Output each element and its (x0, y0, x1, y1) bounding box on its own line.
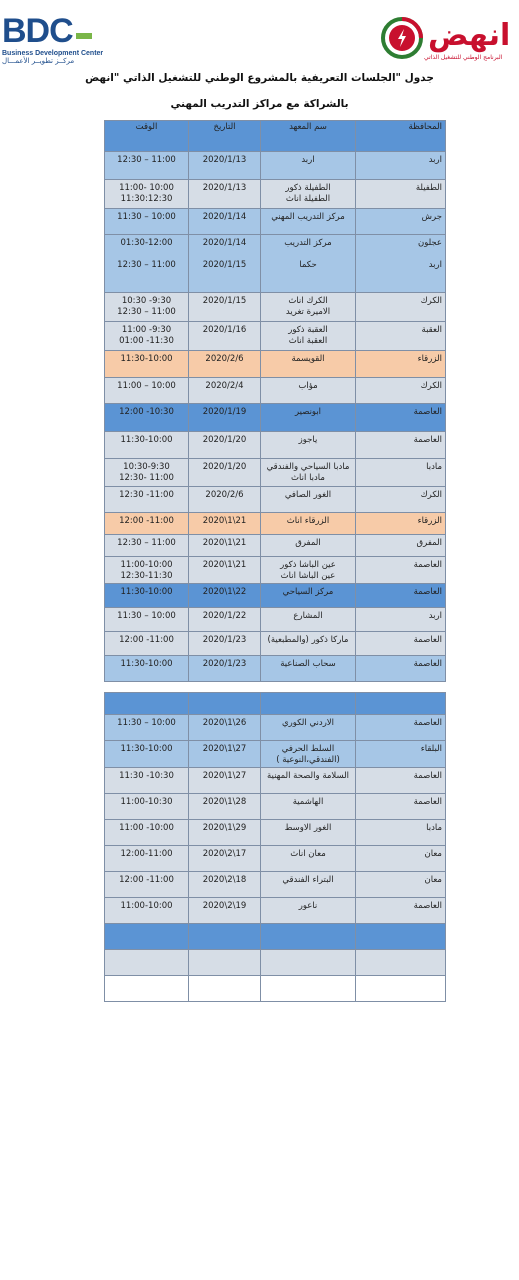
cell-institute (261, 794, 356, 820)
cell-institute (261, 209, 356, 235)
cell-date-value: 2020\2\18 (202, 875, 247, 885)
cell-institute-value: مادبا السياحي والفندقي مادبا اناث (266, 462, 350, 483)
cell-governorate-value (359, 977, 442, 979)
nahid-logo-word: انهض (428, 18, 511, 53)
cell-governorate (356, 768, 446, 794)
cell-institute-value: ياجوز (298, 435, 318, 445)
cell-time-value: 11:30 – 10:00 (117, 718, 176, 728)
bdc-logo-arabic: مركــز تطويــر الأعمـــال (2, 57, 75, 65)
cell-institute (261, 404, 356, 432)
cell-governorate (356, 487, 446, 513)
cell-time-value: 11:00-10:00 (120, 901, 173, 911)
table-row (105, 976, 446, 1002)
cell-governorate-value: العاصمة (413, 560, 442, 570)
cell-governorate (356, 632, 446, 656)
header-date: التاريخ (189, 121, 261, 152)
cell-time (105, 513, 189, 535)
cell-institute (261, 741, 356, 768)
cell-institute (261, 322, 356, 351)
cell-date-value: 2020/2/6 (205, 490, 244, 500)
cell-time-value: 11:30 – 10:00 (117, 611, 176, 621)
bdc-logo (2, 14, 137, 70)
cell-date (189, 976, 261, 1002)
cell-date (189, 404, 261, 432)
cell-governorate-value: العاصمة (413, 435, 442, 445)
cell-date (189, 180, 261, 209)
cell-time-value: 01:30-12:00 12:30 – 11:00 (117, 238, 176, 270)
cell-date (189, 741, 261, 768)
cell-time-value: 11:30-10:00 (120, 744, 173, 754)
cell-institute (261, 924, 356, 950)
cell-institute-value: المفرق (295, 538, 321, 548)
cell-time (105, 898, 189, 924)
table-row (105, 180, 446, 209)
cell-governorate-value: جرش (421, 212, 442, 222)
cell-date (189, 632, 261, 656)
cell-time (105, 322, 189, 351)
cell-date (189, 715, 261, 741)
cell-time-value: 11:30-10:00 (120, 659, 173, 669)
cell-date-value: 2020/1/16 (202, 325, 247, 335)
cell-date (189, 872, 261, 898)
table-row (105, 293, 446, 322)
cell-time (105, 180, 189, 209)
cell-governorate-value: عجلون اربد (417, 238, 442, 270)
cell-institute-value: ماركا ذكور (والمطبعية) (267, 635, 349, 645)
cell-governorate-value: البلقاء (420, 744, 442, 754)
cell-governorate-value: العاصمة (413, 771, 442, 781)
cell-institute-value: المشارع (293, 611, 323, 621)
cell-governorate-value: العاصمة (413, 901, 442, 911)
table-spacer-row (105, 693, 446, 715)
cell-date (189, 152, 261, 180)
cell-date-value: 2020\1\28 (202, 797, 247, 807)
cell-institute-value: العقبة ذكور العقبة اناث (288, 325, 328, 346)
cell-institute-value: ابونصير (294, 407, 322, 417)
cell-governorate (356, 459, 446, 487)
cell-time-value: 12:30 – 11:00 (117, 538, 176, 548)
cell-governorate-value: معان (424, 849, 442, 859)
bdc-logo-word: BDC (2, 12, 73, 50)
cell-institute (261, 632, 356, 656)
cell-governorate-value: الكرك (420, 296, 442, 306)
cell-time-value: 11:30-10:00 (120, 587, 173, 597)
table-row (105, 608, 446, 632)
bdc-logo-bar (76, 33, 92, 39)
cell-time-value: 10:30-9:30 12:30- 11:00 (119, 462, 174, 483)
cell-date (189, 768, 261, 794)
cell-institute-value: الطفيلة ذكور الطفيلة اناث (285, 183, 331, 204)
cell-institute-value (264, 925, 352, 927)
cell-date (189, 459, 261, 487)
cell-date-value: 2020\2\19 (202, 901, 247, 911)
cell-date (189, 378, 261, 404)
cell-institute (261, 180, 356, 209)
cell-institute-value: ناعور (298, 901, 318, 911)
cell-governorate (356, 432, 446, 459)
cell-time-value: 11:00 -10:00 (119, 823, 174, 833)
cell-institute (261, 459, 356, 487)
cell-time (105, 608, 189, 632)
cell-date (189, 898, 261, 924)
cell-time (105, 152, 189, 180)
table-row (105, 632, 446, 656)
cell-time (105, 378, 189, 404)
cell-date-value: 2020/2/6 (205, 354, 244, 364)
cell-institute-value: البتراء الفندقي (282, 875, 334, 885)
cell-time-value: 11:00-10:00 12:30-11:30 (120, 560, 173, 581)
cell-governorate-value: الكرك (420, 381, 442, 391)
cell-institute-value (264, 977, 352, 979)
cell-governorate (356, 351, 446, 378)
cell-time (105, 794, 189, 820)
cell-institute-value: مؤاب (298, 381, 318, 391)
schedule-table-continued (104, 692, 446, 1002)
table-row (105, 794, 446, 820)
cell-institute (261, 976, 356, 1002)
cell-institute-value: اربد (301, 155, 315, 165)
page-subtitle: بالشراكة مع مراكز التدريب المهني (170, 98, 349, 110)
nahid-logo (378, 14, 516, 70)
cell-date (189, 513, 261, 535)
cell-time (105, 846, 189, 872)
cell-governorate (356, 976, 446, 1002)
cell-date-value: 2020\1\21 (202, 560, 247, 570)
cell-institute (261, 898, 356, 924)
cell-institute-value: الغور الصافي (284, 490, 332, 500)
cell-date-value: 2020\2\17 (202, 849, 247, 859)
cell-date-value: 2020/1/23 (202, 659, 247, 669)
table-row (105, 768, 446, 794)
cell-date-value: 2020\1\22 (202, 587, 247, 597)
cell-institute (261, 715, 356, 741)
cell-time-value: 12:00 -11:00 (119, 635, 174, 645)
cell-date-value (192, 977, 257, 979)
cell-governorate (356, 535, 446, 557)
cell-date-value: 2020\1\21 (202, 538, 247, 548)
cell-governorate (356, 293, 446, 322)
table-row (105, 741, 446, 768)
cell-governorate (356, 715, 446, 741)
cell-date-value (192, 925, 257, 927)
cell-time-value: 11:00-10:30 (120, 797, 173, 807)
cell-date (189, 535, 261, 557)
page-title: جدول "الجلسات التعريفية بالمشروع الوطني للتشغيل الذاتي "انهض (85, 72, 434, 84)
cell-governorate (356, 584, 446, 608)
cell-institute-value: السلامة والصحة المهنية (266, 771, 350, 781)
cell-governorate (356, 513, 446, 535)
cell-governorate (356, 924, 446, 950)
cell-institute (261, 513, 356, 535)
cell-time-value: 10:30 -9:30 12:30 – 11:00 (117, 296, 176, 317)
table-row (105, 950, 446, 976)
cell-date (189, 209, 261, 235)
cell-time (105, 976, 189, 1002)
cell-institute (261, 293, 356, 322)
cell-governorate (356, 235, 446, 293)
cell-date-value: 2020/1/23 (202, 635, 247, 645)
cell-governorate-value: الزرقاء (417, 516, 442, 526)
cell-time-value: 11:30-10:00 (120, 435, 173, 445)
cell-institute (261, 656, 356, 682)
cell-time-value: 11:00 – 10:00 (117, 381, 176, 391)
cell-governorate-value: العاصمة (413, 635, 442, 645)
cell-date-value: 2020/1/13 (202, 155, 247, 165)
cell-institute-value: مركز التدريب المهني (271, 212, 345, 222)
table-row (105, 404, 446, 432)
cell-institute (261, 378, 356, 404)
cell-governorate (356, 378, 446, 404)
table-row (105, 846, 446, 872)
cell-time-value (108, 951, 185, 953)
cell-date-value: 2020\1\27 (202, 744, 247, 754)
cell-date (189, 432, 261, 459)
cell-governorate-value: معان (424, 875, 442, 885)
cell-governorate (356, 209, 446, 235)
cell-governorate-value: العاصمة (413, 407, 442, 417)
cell-date-value: 2020/2/4 (205, 381, 244, 391)
bdc-logo-subtitle: Business Development Center (2, 50, 104, 57)
table-row (105, 656, 446, 682)
cell-governorate-value: اربد (428, 611, 442, 621)
cell-date (189, 584, 261, 608)
cell-institute (261, 820, 356, 846)
cell-institute (261, 608, 356, 632)
cell-time (105, 741, 189, 768)
cell-time (105, 404, 189, 432)
nahid-logo-subtitle: البرنامج الوطني للتشغيل الذاتي (424, 54, 503, 61)
cell-institute (261, 432, 356, 459)
cell-governorate-value: العاصمة (413, 718, 442, 728)
cell-time (105, 584, 189, 608)
cell-date-value: 2020/1/14 (202, 212, 247, 222)
cell-date-value: 2020/1/20 (202, 462, 247, 472)
table-row (105, 322, 446, 351)
cell-governorate (356, 656, 446, 682)
cell-time (105, 209, 189, 235)
cell-governorate (356, 180, 446, 209)
cell-institute-value: عين الباشا ذكور عين الباشا اناث (280, 560, 336, 581)
cell-governorate-value: العاصمة (413, 659, 442, 669)
cell-institute-value: مركز السياحي (282, 587, 334, 597)
cell-governorate (356, 152, 446, 180)
cell-governorate-value: العاصمة (413, 797, 442, 807)
cell-time (105, 351, 189, 378)
table-row (105, 235, 446, 293)
cell-institute-value: سحاب الصناعية (280, 659, 336, 669)
cell-institute-value: الزرقاء اناث (286, 516, 330, 526)
cell-governorate (356, 846, 446, 872)
cell-institute-value (264, 951, 352, 953)
table-row (105, 378, 446, 404)
cell-institute (261, 872, 356, 898)
table-row (105, 584, 446, 608)
cell-time-value (108, 977, 185, 979)
cell-time-value: 12:30 -11:00 (119, 490, 174, 500)
cell-date (189, 608, 261, 632)
cell-governorate-value: اربد (428, 155, 442, 165)
cell-date-value: 2020\1\26 (202, 718, 247, 728)
header-time: الوقت (105, 121, 189, 152)
cell-date-value: 2020\1\27 (202, 771, 247, 781)
cell-governorate (356, 898, 446, 924)
cell-date (189, 794, 261, 820)
cell-date (189, 293, 261, 322)
cell-date (189, 557, 261, 584)
table-row (105, 152, 446, 180)
cell-time (105, 487, 189, 513)
cell-time-value: 11:00 -9:30 01:00 -11:30 (119, 325, 174, 346)
cell-governorate (356, 872, 446, 898)
cell-governorate (356, 950, 446, 976)
table-row (105, 820, 446, 846)
cell-governorate-value (359, 951, 442, 953)
cell-time (105, 535, 189, 557)
cell-time-value: 12:00 -11:00 (119, 516, 174, 526)
cell-governorate (356, 741, 446, 768)
cell-institute (261, 584, 356, 608)
table-row (105, 535, 446, 557)
table-header-row (105, 121, 446, 152)
header-institute: سم المعهد (261, 121, 356, 152)
cell-governorate-value: المفرق (416, 538, 442, 548)
cell-time (105, 557, 189, 584)
cell-institute-value: معان اناث (290, 849, 326, 859)
cell-date (189, 351, 261, 378)
table-row (105, 209, 446, 235)
cell-time (105, 820, 189, 846)
cell-date-value: 2020/1/15 (202, 296, 247, 306)
cell-date-value: 2020/1/19 (202, 407, 247, 417)
cell-institute-value: الاردني الكوري (281, 718, 335, 728)
cell-institute-value: الغور الاوسط (284, 823, 332, 833)
cell-date (189, 846, 261, 872)
cell-date (189, 950, 261, 976)
cell-time-value: 12:00 -10:30 (119, 407, 174, 417)
cell-time-value: 12:30 – 11:00 (117, 155, 176, 165)
table-row (105, 432, 446, 459)
cell-time-value: 11:30 -10:30 (119, 771, 174, 781)
cell-date (189, 487, 261, 513)
table-row (105, 513, 446, 535)
cell-time (105, 715, 189, 741)
table-row (105, 872, 446, 898)
cell-time (105, 235, 189, 293)
cell-date-value: 2020/1/20 (202, 435, 247, 445)
cell-date-value (192, 951, 257, 953)
cell-time (105, 872, 189, 898)
cell-date (189, 322, 261, 351)
cell-time (105, 656, 189, 682)
cell-time (105, 293, 189, 322)
cell-time (105, 950, 189, 976)
cell-time-value: 11:30 – 10:00 (117, 212, 176, 222)
cell-date-value: 2020/1/14 2020/1/15 (202, 238, 247, 270)
cell-governorate (356, 322, 446, 351)
table-row (105, 487, 446, 513)
table-row (105, 924, 446, 950)
cell-time-value: 11:00- 10:00 11:30:12:30 (119, 183, 174, 204)
cell-time (105, 768, 189, 794)
cell-governorate-value: العقبة (421, 325, 442, 335)
cell-time-value (108, 925, 185, 927)
cell-governorate (356, 608, 446, 632)
cell-governorate-value: الكرك (420, 490, 442, 500)
cell-governorate-value (359, 925, 442, 927)
table-row (105, 459, 446, 487)
cell-governorate (356, 794, 446, 820)
cell-institute (261, 557, 356, 584)
cell-time-value: 11:30-10:00 (120, 354, 173, 364)
cell-institute (261, 235, 356, 293)
cell-date-value: 2020\1\29 (202, 823, 247, 833)
cell-governorate-value: الزرقاء (417, 354, 442, 364)
cell-institute (261, 950, 356, 976)
cell-governorate (356, 557, 446, 584)
cell-institute-value: الهاشمية (292, 797, 324, 807)
cell-time-value: 12:00-11:00 (120, 849, 173, 859)
header-governorate: المحافظة (356, 121, 446, 152)
cell-time (105, 924, 189, 950)
cell-governorate-value: العاصمة (413, 587, 442, 597)
cell-governorate (356, 404, 446, 432)
table-row (105, 898, 446, 924)
cell-institute (261, 487, 356, 513)
cell-institute-value: السلط الحرفي (الفندقي،النوعية ) (276, 744, 340, 765)
cell-institute (261, 152, 356, 180)
cell-institute (261, 351, 356, 378)
cell-date (189, 656, 261, 682)
schedule-table (104, 120, 446, 682)
cell-institute-value: مركز التدريب حكما (284, 238, 332, 270)
cell-date (189, 235, 261, 293)
cell-date-value: 2020/1/13 (202, 183, 247, 193)
cell-date (189, 924, 261, 950)
table-row (105, 715, 446, 741)
cell-date (189, 820, 261, 846)
cell-governorate-value: الطفيلة (415, 183, 442, 193)
cell-date-value: 2020/1/22 (202, 611, 247, 621)
cell-institute-value: القويسمة (291, 354, 325, 364)
cell-institute-value: الكرك اناث الاميرة تغريد (285, 296, 331, 317)
cell-time (105, 432, 189, 459)
cell-institute (261, 846, 356, 872)
nahid-emblem-icon (380, 16, 424, 60)
cell-governorate-value: مادبا (426, 462, 442, 472)
table-row (105, 557, 446, 584)
cell-date-value: 2020\1\21 (202, 516, 247, 526)
cell-time-value: 12:00 -11:00 (119, 875, 174, 885)
cell-institute (261, 535, 356, 557)
cell-time (105, 632, 189, 656)
table-row (105, 351, 446, 378)
cell-time (105, 459, 189, 487)
cell-institute (261, 768, 356, 794)
cell-governorate-value: مادبا (426, 823, 442, 833)
cell-governorate (356, 820, 446, 846)
